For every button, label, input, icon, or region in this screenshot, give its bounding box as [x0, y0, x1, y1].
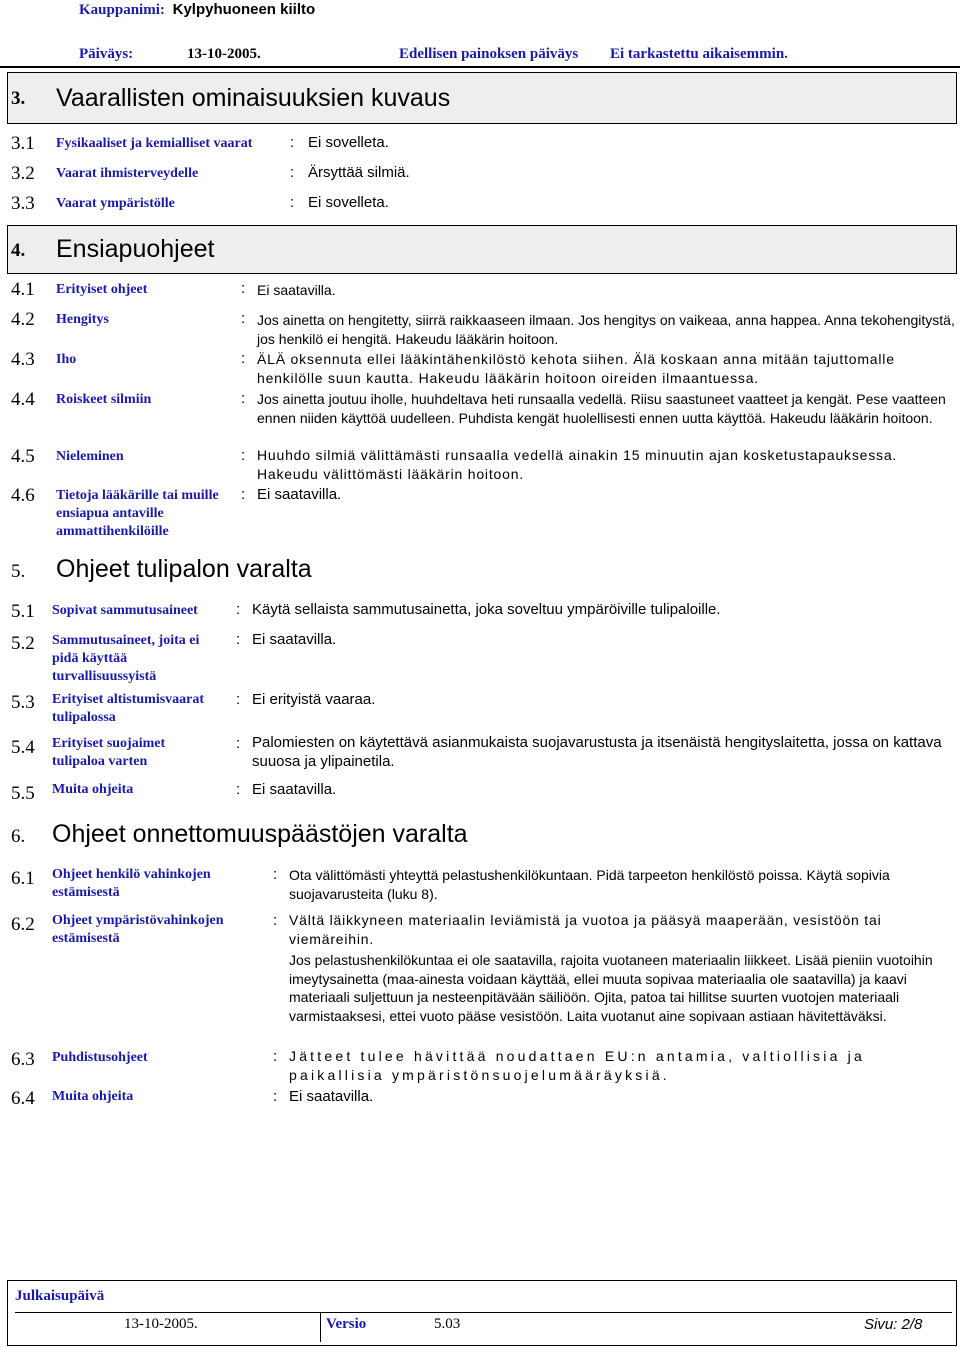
section-4-number: 4.: [11, 240, 26, 261]
item-label: Ohjeet henkilö vahinkojen estämisestä: [52, 867, 211, 900]
item-value: Huuhdo silmiä välittämästi runsaalla vedellä ainakin 15 minuutin ajan kosketustapauksessa. Hakeudu välittömästi lääkärin hoitoon.: [257, 447, 898, 482]
product-label: Kauppanimi:: [79, 2, 165, 18]
item-number: 3.3: [11, 193, 35, 214]
item-colon: :: [241, 447, 246, 464]
item-value: Ei saatavilla.: [252, 781, 337, 798]
footer-divider: [15, 1312, 952, 1313]
footer-box: [7, 1280, 957, 1346]
item-number: 5.1: [11, 601, 35, 622]
item-value: Ei saatavilla.: [257, 282, 336, 298]
item-number: 4.1: [11, 279, 35, 300]
item-label: Erityiset altistumisvaarat tulipalossa: [52, 692, 205, 725]
item-number: 5.3: [11, 692, 35, 713]
item-number: 4.6: [11, 485, 35, 506]
item-colon: :: [290, 164, 295, 181]
product-name: Kylpyhuoneen kiilto: [172, 1, 316, 18]
version-label: Versio: [326, 1316, 367, 1332]
item-value: Ärsyttää silmiä.: [308, 164, 410, 181]
item-label: Hengitys: [56, 312, 109, 327]
item-label: Roiskeet silmiin: [56, 392, 152, 407]
item-number: 4.4: [11, 389, 35, 410]
item-colon: :: [241, 350, 246, 367]
item-number: 6.3: [11, 1049, 35, 1070]
item-colon: :: [236, 735, 241, 752]
item-number: 6.1: [11, 868, 35, 889]
publication-date-value: 13-10-2005.: [124, 1316, 198, 1332]
item-colon: :: [273, 1088, 278, 1105]
item-label: Muita ohjeita: [52, 1089, 134, 1104]
item-number: 5.2: [11, 633, 35, 654]
item-label: Ohjeet ympäristövahinkojen estämisestä: [52, 913, 224, 946]
item-colon: :: [241, 486, 246, 503]
item-colon: :: [236, 631, 241, 648]
item-value: Ei saatavilla.: [252, 631, 337, 648]
section-4-title: Ensiapuohjeet: [56, 235, 215, 263]
section-6-title: Ohjeet onnettomuuspäästöjen varalta: [52, 820, 468, 848]
item-label: Iho: [56, 352, 77, 367]
section-3-number: 3.: [11, 88, 26, 109]
item-label: Erityiset ohjeet: [56, 282, 148, 297]
item-colon: :: [241, 310, 246, 327]
item-label: Vaarat ympäristölle: [56, 196, 175, 211]
page-number: Sivu: 2/8: [864, 1316, 923, 1333]
header-divider: [0, 66, 960, 68]
item-label: Erityiset suojaimet tulipaloa varten: [52, 736, 166, 769]
item-value: Ei sovelleta.: [308, 194, 389, 211]
item-value: Käytä sellaista sammutusainetta, joka soveltuu ympäröiville tulipaloille.: [252, 601, 721, 618]
item-label: Puhdistusohjeet: [52, 1050, 148, 1065]
item-label: Vaarat ihmisterveydelle: [56, 166, 199, 181]
section-6-number: 6.: [11, 826, 26, 847]
item-number: 3.1: [11, 133, 35, 154]
item-value: Jos ainetta on hengitetty, siirrä raikkaaseen ilmaan. Jos hengitys on vaikeaa, anna happea. Anna tekohengitystä, jos henkilö ei hengitä. Hakeudu lääkärin hoitoon.: [257, 312, 955, 347]
item-label: Sammutusaineet, joita ei pidä käyttää turvallisuussyistä: [52, 633, 200, 684]
version-value: 5.03: [434, 1316, 461, 1332]
item-label: Fysikaaliset ja kemialliset vaarat: [56, 136, 253, 151]
item-number: 5.5: [11, 783, 35, 804]
section-5-number: 5.: [11, 561, 26, 582]
item-value: Ota välittömästi yhteyttä pelastushenkilökuntaan. Pidä tarpeeton henkilöstö poissa. Käytä sopivia suojavarusteita (luku 8).: [289, 867, 890, 902]
item-value: Vältä läikkyneen materiaalin leviämistä ja vuotoa ja pääsyä maaperään, vesistöön tai viemäreihin.: [289, 912, 882, 947]
prev-date-value: Ei tarkastettu aikaisemmin.: [610, 46, 788, 62]
item-number: 4.2: [11, 309, 35, 330]
prev-date-label: Edellisen painoksen päiväys: [399, 46, 579, 62]
item-number: 4.5: [11, 446, 35, 467]
item-value: Ei saatavilla.: [257, 486, 342, 503]
section-3-title: Vaarallisten ominaisuuksien kuvaus: [56, 84, 451, 112]
item-number: 4.3: [11, 349, 35, 370]
item-number: 6.4: [11, 1088, 35, 1109]
item-colon: :: [273, 912, 278, 929]
item-value: Palomiesten on käytettävä asianmukaista suojavarustusta ja itsenäistä hengityslaitetta, jossa on kattava suuosa ja ylipainetila.: [252, 734, 942, 770]
product-row: [79, 1, 315, 19]
item-label: Muita ohjeita: [52, 782, 134, 797]
item-value: Ei sovelleta.: [308, 134, 389, 151]
footer-separator: [320, 1312, 321, 1342]
section-5-title: Ohjeet tulipalon varalta: [56, 555, 312, 583]
item-colon: :: [290, 194, 295, 211]
item-label: Nieleminen: [56, 449, 124, 464]
item-number: 3.2: [11, 163, 35, 184]
item-value: Jos ainetta joutuu iholle, huuhdeltava heti runsaalla vedellä. Riisu saastuneet vaatteet ja kengät. Pese vaatteen ennen niiden käyttöä uudelleen. Puhdista kengät huolellisesti ennen uutta käyttöä. Hakeudu lääkärin hoitoon.: [257, 391, 946, 426]
item-label: Tietoja lääkärille tai muille ensiapua antaville ammattihenkilöille: [56, 488, 219, 539]
item-colon: :: [273, 1048, 278, 1065]
publication-date-label: Julkaisupäivä: [15, 1288, 105, 1304]
item-colon: :: [236, 781, 241, 798]
date-value: 13-10-2005.: [187, 46, 261, 62]
item-colon: :: [236, 691, 241, 708]
date-label: Päiväys:: [79, 46, 134, 62]
item-value: Jätteet tulee hävittää noudattaen EU:n antamia, valtiollisia ja paikallisia ympäristönsuojelumääräyksiä.: [289, 1048, 865, 1083]
item-colon: :: [236, 601, 241, 618]
item-value: Ei erityistä vaaraa.: [252, 691, 376, 708]
item-colon: :: [290, 134, 295, 151]
item-value: Ei saatavilla.: [289, 1088, 374, 1105]
item-number: 5.4: [11, 737, 35, 758]
item-value: ÄLÄ oksennuta ellei lääkintähenkilöstö kehota siihen. Älä koskaan anna mitään tajuttomalle henkilölle suun kautta. Hakeudu lääkärin hoitoon oireiden ilmaantuessa.: [257, 351, 895, 386]
item-colon: :: [241, 390, 246, 407]
item-label: Sopivat sammutusaineet: [52, 603, 198, 618]
item-value-continued: Jos pelastushenkilökuntaa ei ole saatavilla, rajoita vuotaneen materiaalin liikkeet. Lisää pieniin vuotoihin imeytysainetta (maa-ainesta voidaan käyttää, ellei muuta sopivaa materiaalia ole saatavilla) ja kaavi materiaali suljettuun ja nesteenpitävään säiliöön. Ojita, patoa tai hillitse suurten vuotojen materiaali varmistaaksesi, ettei vuoto pääse vesistöön. Laita vuotanut aine sopivaan astiaan hävitettäväksi.: [289, 952, 933, 1024]
item-number: 6.2: [11, 914, 35, 935]
item-colon: :: [273, 866, 278, 883]
item-colon: :: [241, 280, 246, 297]
